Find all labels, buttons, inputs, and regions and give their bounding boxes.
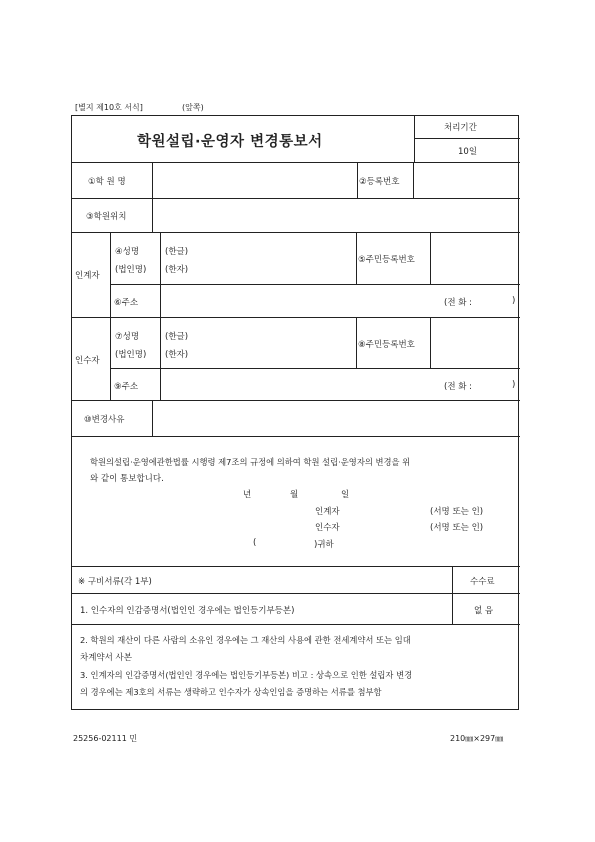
transferee-address-label: ⑨주소 [114, 382, 139, 392]
form-reference: [별지 제10호 서식] [75, 103, 143, 112]
transferee-hangul-label: (한글) [165, 332, 189, 342]
rule [110, 368, 520, 369]
rule [414, 138, 520, 139]
rule [71, 198, 520, 199]
addressee-open: ( [253, 538, 257, 548]
rule [452, 566, 453, 624]
signature-transferor: (서명 또는 인) [430, 507, 484, 517]
document-item-2a: 2. 학원의 재산이 다른 사람의 소유인 경우에는 그 재산의 사용에 관한 전세계약서 또는 임대 [80, 635, 411, 645]
rule [356, 317, 357, 368]
transferee-resident-number-label: ⑧주민등록번호 [358, 340, 415, 350]
rule [71, 624, 520, 625]
processing-period-label: 처리기간 [444, 123, 477, 133]
statement-line-2: 와 같이 통보합니다. [90, 474, 164, 484]
transferor-group-label: 인계자 [75, 271, 100, 281]
paper-size: 210㎜×297㎜ [450, 734, 504, 743]
document-title: 학원설립·운영자 변경통보서 [137, 134, 323, 150]
fee-label: 수수료 [470, 577, 495, 587]
statement-line-1: 학원의설립·운영에관한법률 시행령 제7조의 규정에 의하여 학원 설립·운영자의 변경을 위 [90, 457, 411, 467]
rule [152, 162, 153, 232]
academy-location-label: ③학원위치 [86, 212, 127, 222]
rule [357, 162, 358, 198]
rule [71, 436, 520, 437]
transferee-phone-open: (전 화 : [444, 382, 473, 392]
transferor-resident-number-label: ⑤주민등록번호 [358, 255, 415, 265]
documents-header: ※ 구비서류(각 1부) [78, 577, 152, 587]
signer-transferee: 인수자 [315, 523, 340, 533]
transferee-group-label: 인수자 [75, 356, 100, 366]
transferor-phone-close: ) [512, 296, 516, 306]
transferee-corp-label: (법인명) [115, 350, 147, 360]
rule [414, 115, 415, 162]
rule [71, 232, 520, 233]
rule [430, 232, 431, 284]
rule [110, 284, 520, 285]
rule [413, 162, 414, 198]
change-reason-label: ⑩변경사유 [84, 415, 125, 425]
signer-transferor: 인계자 [315, 507, 340, 517]
transferor-hangul-label: (한글) [165, 247, 189, 257]
transferor-address-label: ⑥주소 [114, 298, 139, 308]
document-item-2b: 차계약서 사본 [80, 653, 132, 663]
transferor-phone-open: (전 화 : [444, 298, 473, 308]
page-side: (앞쪽) [182, 103, 204, 112]
transferor-corp-label: (법인명) [115, 265, 147, 275]
rule [71, 317, 520, 318]
transferee-phone-close: ) [512, 380, 516, 390]
signature-transferee: (서명 또는 인) [430, 523, 484, 533]
rule [430, 317, 431, 368]
processing-period-value: 10일 [458, 147, 478, 157]
form-code: 25256-02111 민 [73, 734, 138, 743]
document-item-3b: 의 경우에는 제3호의 서류는 생략하고 인수자가 상속인임을 증명하는 서류를 첨부함 [80, 687, 382, 697]
transferor-hanja-label: (한자) [165, 265, 189, 275]
rule [356, 232, 357, 284]
date-month: 월 [290, 490, 299, 500]
document-item-1: 1. 인수자의 인감증명서(법인인 경우에는 법인등기부등본) [80, 606, 295, 616]
transferee-hanja-label: (한자) [165, 350, 189, 360]
document-item-3a: 3. 인계자의 인감증명서(법인인 경우에는 법인등기부등본) 비고 : 상속으로 인한 설립자 변경 [80, 670, 413, 680]
date-day: 일 [341, 490, 350, 500]
rule [71, 162, 520, 163]
rule [152, 400, 153, 436]
transferee-name-label: ⑦성명 [115, 332, 140, 342]
rule [110, 232, 111, 400]
rule [160, 232, 161, 400]
transferor-name-label: ④성명 [115, 247, 140, 257]
registration-number-label: ②등록번호 [359, 177, 400, 187]
academy-name-label: ①학 원 명 [88, 177, 126, 187]
rule [71, 400, 520, 401]
addressee-close: )귀하 [314, 540, 334, 550]
date-year: 년 [243, 490, 252, 500]
fee-value: 없 음 [474, 606, 494, 616]
